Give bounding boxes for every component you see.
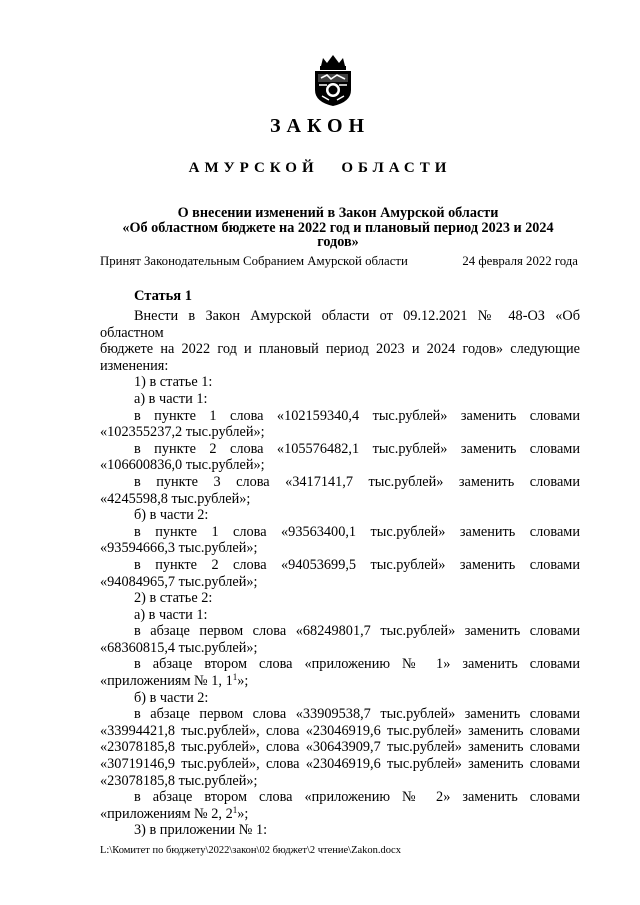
article-heading: Статья 1 bbox=[134, 288, 192, 304]
paragraph-line: «33994421,8 тыс.рублей», слова «23046919,6 тыс.рублей» заменить словами bbox=[100, 722, 580, 739]
paragraph-line: «23078185,8 тыс.рублей»; bbox=[100, 772, 258, 789]
file-path-footer: L:\Комитет по бюджету\2022\закон\02 бюджет\2 чтение\Zakon.docx bbox=[100, 845, 401, 856]
paragraph-line: в пункте 2 слова «94053699,5 тыс.рублей» заменить словами bbox=[134, 556, 580, 573]
paragraph-line: 3) в приложении № 1: bbox=[134, 822, 268, 839]
adoption-text: Принят Законодательным Собранием Амурской области bbox=[100, 254, 408, 268]
paragraph-line: в пункте 1 слова «93563400,1 тыс.рублей» заменить словами bbox=[134, 523, 580, 540]
paragraph-line: «94084965,7 тыс.рублей»; bbox=[100, 573, 258, 590]
adoption-line bbox=[100, 254, 578, 269]
paragraph-line: изменения: bbox=[100, 357, 169, 374]
paragraph-line: «30719146,9 тыс.рублей», слова «23046919,6 тыс.рублей» заменить словами bbox=[100, 756, 580, 773]
paragraph-line: в пункте 3 слова «3417141,7 тыс.рублей» заменить словами bbox=[134, 473, 580, 490]
paragraph-line: б) в части 2: bbox=[134, 507, 209, 524]
paragraph-line: «93594666,3 тыс.рублей»; bbox=[100, 540, 258, 557]
paragraph-line: в абзаце первом слова «33909538,7 тыс.рублей» заменить словами bbox=[134, 706, 580, 723]
paragraph-line: Внести в Закон Амурской области от 09.12.2021 № 48-ОЗ «Об областном bbox=[100, 308, 580, 341]
paragraph-line bbox=[100, 806, 580, 823]
paragraph-line: в пункте 2 слова «105576482,1 тыс.рублей» заменить словами bbox=[134, 440, 580, 457]
law-name-line: О внесении изменений в Закон Амурской области bbox=[177, 205, 499, 221]
paragraph-line: бюджете на 2022 год и плановый период 2023 и 2024 годов» следующие bbox=[100, 341, 580, 358]
text-run: «приложениям № 2, 2 bbox=[100, 805, 233, 822]
paragraph-line: «106600836,0 тыс.рублей»; bbox=[100, 457, 265, 474]
document-region: АМУРСКОЙ ОБЛАСТИ bbox=[188, 160, 452, 176]
text-run: »; bbox=[237, 805, 249, 822]
paragraph-line: в абзаце втором слова «приложению № 2» заменить словами bbox=[134, 789, 580, 806]
superscript: 1 bbox=[232, 804, 238, 815]
paragraph-line: а) в части 1: bbox=[134, 390, 208, 407]
paragraph-line: в абзаце первом слова «68249801,7 тыс.рублей» заменить словами bbox=[134, 623, 580, 640]
paragraph-line: б) в части 2: bbox=[134, 689, 209, 706]
paragraph-line: 1) в статье 1: bbox=[134, 374, 213, 391]
paragraph-line: «4245598,8 тыс.рублей»; bbox=[100, 490, 251, 507]
law-name bbox=[100, 206, 576, 250]
paragraph-line: в пункте 1 слова «102159340,4 тыс.рублей» заменить словами bbox=[134, 407, 580, 424]
adoption-date: 24 февраля 2022 года bbox=[462, 254, 578, 268]
text-run: «приложениям № 1, 1 bbox=[100, 673, 233, 690]
paragraph-line: 2) в статье 2: bbox=[134, 590, 213, 607]
superscript: 1 bbox=[232, 672, 238, 683]
paragraph-line bbox=[100, 673, 580, 690]
paragraph-line: в абзаце втором слова «приложению № 1» заменить словами bbox=[134, 656, 580, 673]
text-run: »; bbox=[237, 673, 249, 690]
document-title: ЗАКОН bbox=[269, 115, 371, 137]
law-name-line: «Об областном бюджете на 2022 год и плановый период 2023 и 2024 bbox=[122, 219, 554, 236]
paragraph-line: а) в части 1: bbox=[134, 606, 208, 623]
paragraph-line: «68360815,4 тыс.рублей»; bbox=[100, 639, 258, 656]
coat-of-arms-icon bbox=[307, 52, 359, 108]
law-name-line: годов» bbox=[317, 234, 359, 250]
paragraph-line: «23078185,8 тыс.рублей», слова «30643909,7 тыс.рублей» заменить словами bbox=[100, 739, 580, 756]
article-body bbox=[100, 308, 580, 839]
paragraph-line: «102355237,2 тыс.рублей»; bbox=[100, 424, 265, 441]
